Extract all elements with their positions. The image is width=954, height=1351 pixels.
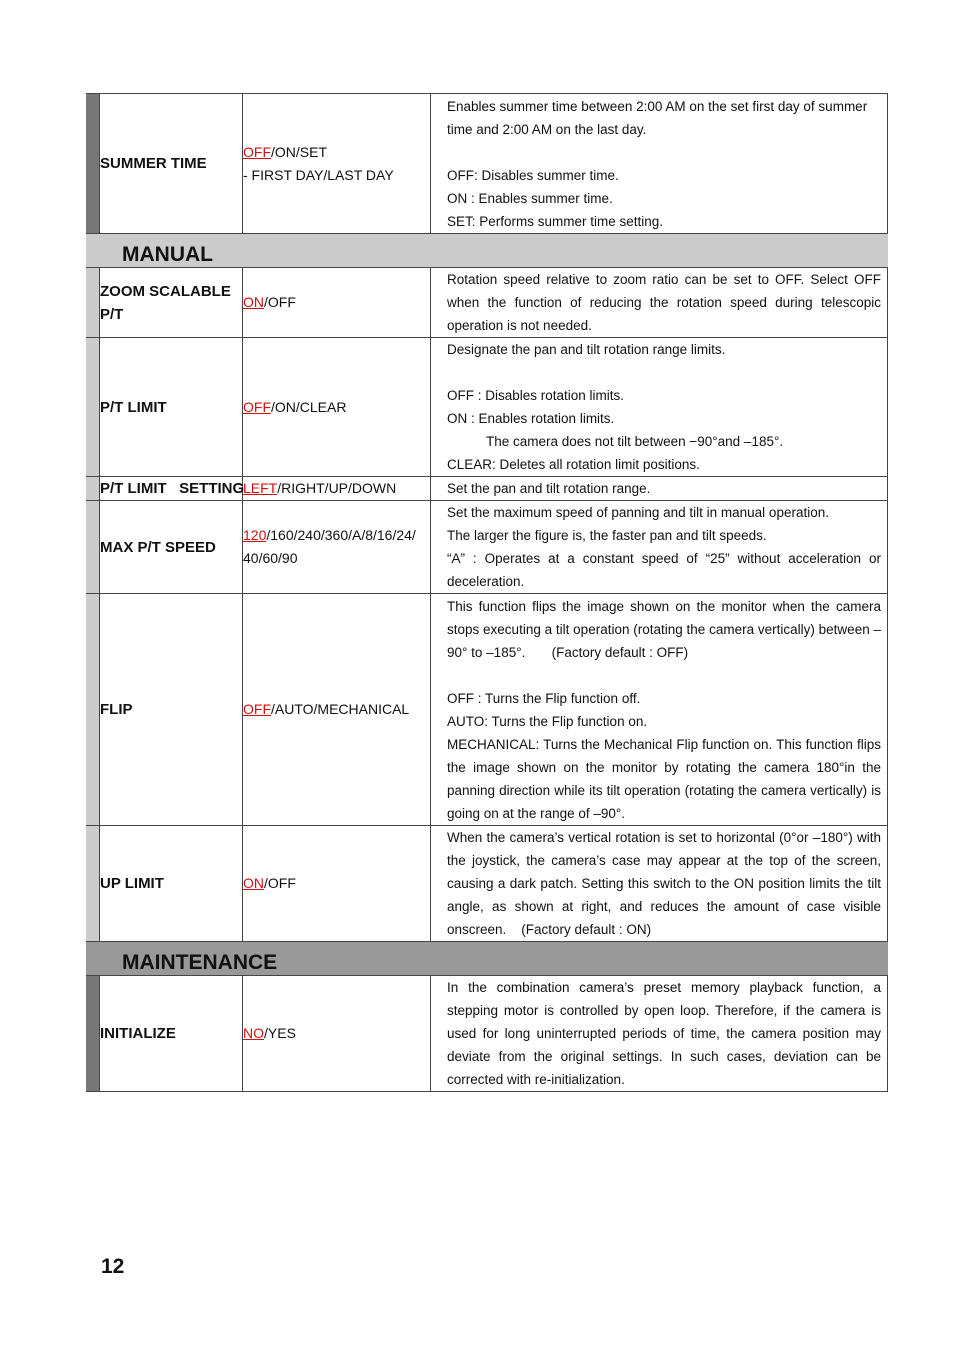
table-row-up-limit [86,826,888,942]
other-values: /160/240/360/A/8/16/24/ [266,527,416,543]
setting-name: P/T LIMIT SETTING [100,477,243,500]
table-row-pt-limit [86,338,888,477]
description-spacer [447,141,881,164]
setting-values [243,976,431,1091]
other-values-line2: 40/60/90 [243,550,298,566]
setting-description [431,501,888,593]
other-values: /OFF [264,294,296,310]
page-number: 12 [101,1255,125,1278]
table-row-flip [86,594,888,826]
setting-name: MAX P/T SPEED [100,501,243,593]
setting-values [243,338,431,476]
description-line: “A” : Operates at a constant speed of “25” without acceleration or deceleration. [447,551,881,589]
description-line: Set the maximum speed of panning and tilt in manual operation. [447,505,829,520]
setting-description [431,338,888,476]
default-value: LEFT [243,480,278,496]
section-title: MAINTENANCE [122,951,278,974]
description-spacer [447,664,881,687]
description-line: OFF : Turns the Flip function off. [447,690,641,706]
row-side-bar [86,94,100,233]
setting-name: FLIP [100,594,243,825]
description-text: In the combination camera’s preset memory playback function, a stepping motor is controlled by open loop. Therefore, if the camera is used for long uninterrupted periods of time, the camera position may deviate from the original settings. In such cases, deviation can be corrected with re-initialization. [447,980,881,1087]
row-side-bar [86,594,100,825]
other-values: /AUTO/MECHANICAL [271,701,410,717]
description-line: ON : Enables summer time. [447,190,613,206]
row-side-bar [86,268,100,337]
description-line: Designate the pan and tilt rotation range limits. [447,342,726,357]
table-row-pt-limit-setting [86,477,888,501]
setting-description [431,94,888,233]
setting-description [431,976,888,1091]
default-value: OFF [243,701,271,717]
row-side-bar [86,338,100,476]
setting-name: ZOOM SCALABLE P/T [100,268,243,337]
setting-name: SUMMER TIME [100,94,243,233]
setting-values [243,826,431,941]
default-value: OFF [243,143,271,160]
description-line: Enables summer time between 2:00 AM on the set first day of summer time and 2:00 AM on the last day. [447,98,868,137]
default-value: OFF [243,398,271,415]
setting-values [243,268,431,337]
table-row-zoom-scalable [86,268,888,338]
description-line: OFF : Disables rotation limits. [447,388,625,403]
setting-description [431,826,888,941]
setting-name: P/T LIMIT [100,338,243,476]
default-value: 120 [243,527,267,543]
setting-description [431,594,888,825]
description-line: The larger the figure is, the faster pan and tilt speeds. [447,528,767,543]
row-side-bar [86,826,100,941]
other-values: /ON/SET [271,143,328,160]
default-value: NO [243,1025,264,1041]
setting-values [243,594,431,825]
setting-values [243,94,431,233]
other-values: /OFF [264,875,296,891]
description-line: SET: Performs summer time setting. [447,213,664,229]
description-line: CLEAR: Deletes all rotation limit positions. [447,457,700,472]
settings-table [86,93,888,1092]
section-header-manual [86,234,888,268]
other-values: /ON/CLEAR [271,398,347,415]
table-row-max-pt-speed [86,501,888,594]
description-text: Rotation speed relative to zoom ratio can be set to OFF. Select OFF when the function of reducing the rotation speed during telescopic operation is not needed. [447,272,881,333]
row-side-bar [86,976,100,1091]
section-header-maintenance [86,942,888,976]
setting-description [431,477,888,500]
other-values-line2: - FIRST DAY/LAST DAY [243,166,394,183]
description-text: Set the pan and tilt rotation range. [447,481,651,496]
description-line: ON : Enables rotation limits. [447,411,615,426]
table-row-initialize [86,976,888,1092]
description-text: When the camera’s vertical rotation is set to horizontal (0°or –180°) with the joystick, the camera’s case may appear at the top of the screen, causing a dark patch. Setting this switch to the ON position limits the tilt angle, as shown at right, and reduces the amount of case visible onscreen. (Factory default : ON) [447,830,885,937]
setting-description [431,268,888,337]
setting-values [243,477,431,500]
setting-name: INITIALIZE [100,976,243,1091]
default-value: ON [243,875,264,891]
other-values: /RIGHT/UP/DOWN [277,480,397,496]
description-line: AUTO: Turns the Flip function on. [447,713,648,729]
table-row-summer-time [86,93,888,234]
default-value: ON [243,294,264,310]
setting-values [243,501,431,593]
description-line: This function flips the image shown on the monitor when the camera stops executing a tilt operation (rotating the camera vertically) between –90° to –185°. (Factory default : OFF) [447,598,885,660]
description-spacer [447,361,881,384]
description-line: OFF: Disables summer time. [447,167,619,183]
description-line: The camera does not tilt between −90°and –185°. [486,434,784,449]
row-side-bar [86,501,100,593]
section-title: MANUAL [122,243,213,266]
row-side-bar [86,477,100,500]
setting-name: UP LIMIT [100,826,243,941]
other-values: /YES [264,1025,296,1041]
description-line: MECHANICAL: Turns the Mechanical Flip function on. This function flips the image shown on the monitor by rotating the camera 180°in the panning direction while its tilt operation (rotating the camera vertically) is going on at the range of –90°. [447,736,881,821]
